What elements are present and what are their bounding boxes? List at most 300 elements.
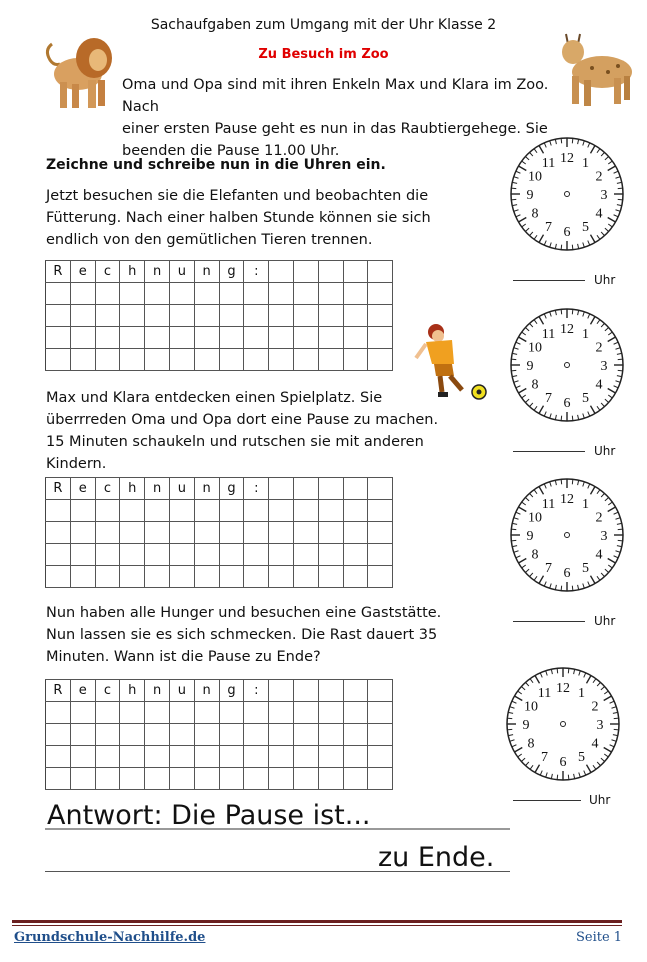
grid-cell[interactable]: R xyxy=(46,261,71,283)
grid-cell[interactable] xyxy=(318,544,343,566)
grid-cell[interactable] xyxy=(244,349,269,371)
grid-cell[interactable] xyxy=(70,544,95,566)
grid-cell[interactable] xyxy=(194,349,219,371)
grid-cell[interactable] xyxy=(70,327,95,349)
clock-number: 10 xyxy=(527,340,542,356)
grid-cell[interactable] xyxy=(269,349,294,371)
grid-cell[interactable]: e xyxy=(70,680,95,702)
grid-cell[interactable]: g xyxy=(219,261,244,283)
grid-cell[interactable] xyxy=(219,349,244,371)
clock-tick xyxy=(511,540,516,541)
soccer-player-icon xyxy=(412,318,492,403)
grid-cell[interactable] xyxy=(293,746,318,768)
grid-cell[interactable] xyxy=(145,566,170,588)
grid-cell[interactable] xyxy=(318,680,343,702)
grid-cell[interactable] xyxy=(145,702,170,724)
grid-cell[interactable] xyxy=(368,746,393,768)
calculation-grid-3[interactable] xyxy=(45,679,393,790)
grid-cell[interactable] xyxy=(269,724,294,746)
grid-cell[interactable] xyxy=(293,724,318,746)
worksheet-title: Sachaufgaben zum Umgang mit der Uhr Klasse 2 xyxy=(150,17,497,33)
grid-cell[interactable] xyxy=(120,768,145,790)
intro-line: Oma und Opa sind mit ihren Enkeln Max und Klara im Zoo. Nach xyxy=(122,77,549,115)
grid-cell[interactable] xyxy=(244,566,269,588)
clock-tick xyxy=(618,199,623,200)
grid-cell[interactable] xyxy=(293,261,318,283)
task-line: Minuten. Wann ist die Pause zu Ende? xyxy=(46,649,321,665)
grid-cell[interactable]: u xyxy=(169,478,194,500)
grid-cell[interactable] xyxy=(293,349,318,371)
grid-cell[interactable] xyxy=(318,327,343,349)
task-line: 15 Minuten schaukeln und rutschen sie mit anderen xyxy=(46,434,424,450)
grid-cell[interactable] xyxy=(70,768,95,790)
grid-cell[interactable] xyxy=(269,283,294,305)
task-line: überrreden Oma und Opa dort eine Pause zu machen. xyxy=(46,412,439,428)
grid-cell[interactable] xyxy=(194,768,219,790)
grid-cell[interactable] xyxy=(70,702,95,724)
grid-cell[interactable] xyxy=(318,283,343,305)
grid-cell[interactable] xyxy=(318,746,343,768)
grid-cell[interactable] xyxy=(269,522,294,544)
grid-cell[interactable] xyxy=(145,327,170,349)
grid-cell[interactable] xyxy=(194,724,219,746)
clock-number: 6 xyxy=(563,396,571,411)
grid-cell[interactable] xyxy=(343,349,368,371)
grid-cell[interactable] xyxy=(145,500,170,522)
task-1-text xyxy=(46,185,486,251)
grid-cell[interactable] xyxy=(120,500,145,522)
footer-site-link[interactable]: Grundschule-Nachhilfe.de xyxy=(14,930,206,945)
task-line: endlich von den gemütlichen Tieren trennen. xyxy=(46,232,373,248)
grid-cell[interactable] xyxy=(293,305,318,327)
clock-tick xyxy=(561,416,562,421)
clock-tick xyxy=(557,775,558,780)
grid-row xyxy=(46,500,393,522)
clock-number: 8 xyxy=(531,206,539,222)
grid-cell[interactable] xyxy=(343,478,368,500)
grid-cell[interactable] xyxy=(120,305,145,327)
clock-tick xyxy=(511,199,516,200)
grid-cell[interactable] xyxy=(219,500,244,522)
clock-number: 1 xyxy=(582,155,589,171)
grid-cell[interactable] xyxy=(293,544,318,566)
calculation-grid-2[interactable] xyxy=(45,477,393,588)
grid-cell[interactable] xyxy=(120,349,145,371)
clock-tick xyxy=(511,188,516,189)
grid-cell[interactable] xyxy=(145,349,170,371)
grid-cell[interactable]: h xyxy=(120,261,145,283)
grid-cell[interactable] xyxy=(145,746,170,768)
grid-cell[interactable] xyxy=(293,522,318,544)
grid-cell[interactable] xyxy=(194,283,219,305)
grid-cell[interactable] xyxy=(169,544,194,566)
grid-cell[interactable] xyxy=(244,702,269,724)
grid-cell[interactable]: R xyxy=(46,478,71,500)
clock-number: 9 xyxy=(522,718,530,733)
grid-cell[interactable] xyxy=(318,566,343,588)
grid-cell[interactable] xyxy=(169,724,194,746)
grid-cell[interactable] xyxy=(318,305,343,327)
grid-cell[interactable]: h xyxy=(120,478,145,500)
grid-cell[interactable] xyxy=(145,768,170,790)
grid-cell[interactable] xyxy=(343,500,368,522)
grid-cell[interactable] xyxy=(368,522,393,544)
grid-cell[interactable]: n xyxy=(194,478,219,500)
grid-cell[interactable] xyxy=(269,544,294,566)
grid-cell[interactable] xyxy=(269,327,294,349)
grid-cell[interactable] xyxy=(318,261,343,283)
clock-center xyxy=(565,363,570,368)
clock-number: 4 xyxy=(595,377,603,393)
clock-number: 9 xyxy=(526,188,534,203)
grid-cell[interactable] xyxy=(219,566,244,588)
grid-cell[interactable] xyxy=(219,522,244,544)
clock-number: 7 xyxy=(541,750,548,766)
grid-cell[interactable] xyxy=(269,680,294,702)
grid-cell[interactable] xyxy=(46,522,71,544)
grid-cell[interactable] xyxy=(169,305,194,327)
grid-cell[interactable] xyxy=(70,746,95,768)
clock-number: 3 xyxy=(600,529,608,544)
grid-cell[interactable]: g xyxy=(219,478,244,500)
grid-cell[interactable]: : xyxy=(244,680,269,702)
grid-cell[interactable] xyxy=(368,566,393,588)
grid-row xyxy=(46,680,393,702)
grid-cell[interactable] xyxy=(70,283,95,305)
clock-number: 10 xyxy=(527,510,542,526)
grid-cell[interactable] xyxy=(368,327,393,349)
grid-cell[interactable] xyxy=(244,768,269,790)
clock-number: 4 xyxy=(595,206,603,222)
clock-tick xyxy=(572,586,573,591)
grid-row xyxy=(46,566,393,588)
grid-cell[interactable] xyxy=(145,724,170,746)
grid-cell[interactable] xyxy=(169,500,194,522)
grid-row xyxy=(46,478,393,500)
uhr-label: Uhr xyxy=(589,793,611,807)
clock-tick xyxy=(618,370,623,371)
grid-cell[interactable] xyxy=(46,724,71,746)
grid-cell[interactable]: u xyxy=(169,680,194,702)
grid-cell[interactable] xyxy=(244,305,269,327)
grid-row xyxy=(46,283,393,305)
clock-tick xyxy=(511,359,516,360)
grid-cell[interactable]: h xyxy=(120,680,145,702)
grid-cell[interactable] xyxy=(95,500,120,522)
grid-cell[interactable] xyxy=(343,680,368,702)
task-3-text xyxy=(46,602,486,668)
grid-cell[interactable] xyxy=(318,768,343,790)
grid-cell[interactable]: n xyxy=(145,261,170,283)
clock-tick xyxy=(618,359,623,360)
grid-cell[interactable] xyxy=(343,566,368,588)
grid-cell[interactable] xyxy=(120,327,145,349)
grid-cell[interactable]: R xyxy=(46,680,71,702)
grid-cell[interactable] xyxy=(194,544,219,566)
grid-cell[interactable] xyxy=(95,522,120,544)
grid-cell[interactable] xyxy=(70,305,95,327)
grid-cell[interactable] xyxy=(46,500,71,522)
grid-row xyxy=(46,768,393,790)
grid-cell[interactable] xyxy=(293,327,318,349)
grid-cell[interactable]: e xyxy=(70,261,95,283)
task-line: Nun haben alle Hunger und besuchen eine Gaststätte. xyxy=(46,605,442,621)
grid-cell[interactable] xyxy=(194,327,219,349)
grid-cell[interactable] xyxy=(318,522,343,544)
clock-number: 4 xyxy=(595,547,603,563)
clock-3[interactable] xyxy=(508,476,626,594)
time-answer-line-4[interactable] xyxy=(513,800,581,801)
grid-cell[interactable] xyxy=(145,283,170,305)
clock-number: 11 xyxy=(541,496,556,512)
grid-cell[interactable] xyxy=(194,305,219,327)
grid-cell[interactable] xyxy=(169,349,194,371)
task-line: Jetzt besuchen sie die Elefanten und beobachten die xyxy=(46,188,429,204)
grid-cell[interactable] xyxy=(95,566,120,588)
grid-cell[interactable] xyxy=(219,702,244,724)
grid-cell[interactable] xyxy=(194,522,219,544)
grid-cell[interactable] xyxy=(343,261,368,283)
time-answer-line-3[interactable] xyxy=(513,621,585,622)
grid-cell[interactable]: n xyxy=(194,680,219,702)
clock-number: 4 xyxy=(591,736,599,752)
grid-cell[interactable] xyxy=(219,544,244,566)
footer-divider xyxy=(12,920,622,923)
clock-center xyxy=(561,722,566,727)
grid-cell[interactable] xyxy=(318,702,343,724)
grid-cell[interactable] xyxy=(145,522,170,544)
grid-cell[interactable] xyxy=(219,724,244,746)
clock-number: 6 xyxy=(563,225,571,240)
grid-row xyxy=(46,746,393,768)
grid-cell[interactable]: c xyxy=(95,680,120,702)
grid-cell[interactable] xyxy=(244,327,269,349)
grid-cell[interactable] xyxy=(293,500,318,522)
grid-cell[interactable] xyxy=(120,544,145,566)
grid-cell[interactable]: u xyxy=(169,261,194,283)
clock-number: 2 xyxy=(595,169,603,185)
grid-cell[interactable] xyxy=(368,680,393,702)
clock-number: 1 xyxy=(578,685,585,701)
grid-cell[interactable] xyxy=(95,327,120,349)
clock-number: 12 xyxy=(556,681,570,696)
grid-cell[interactable] xyxy=(219,305,244,327)
grid-cell[interactable] xyxy=(95,724,120,746)
grid-cell[interactable] xyxy=(46,327,71,349)
grid-cell[interactable] xyxy=(343,544,368,566)
grid-cell[interactable] xyxy=(318,500,343,522)
clock-tick xyxy=(557,668,558,673)
grid-cell[interactable] xyxy=(120,724,145,746)
grid-cell[interactable] xyxy=(368,544,393,566)
grid-cell[interactable] xyxy=(95,768,120,790)
grid-cell[interactable] xyxy=(194,500,219,522)
clock-number: 8 xyxy=(527,736,535,752)
grid-row xyxy=(46,327,393,349)
clock-number: 8 xyxy=(531,547,539,563)
grid-cell[interactable]: n xyxy=(145,478,170,500)
grid-cell[interactable] xyxy=(244,500,269,522)
grid-cell[interactable] xyxy=(343,768,368,790)
grid-cell[interactable] xyxy=(368,261,393,283)
grid-cell[interactable] xyxy=(318,478,343,500)
grid-cell[interactable] xyxy=(120,566,145,588)
grid-cell[interactable] xyxy=(293,680,318,702)
grid-cell[interactable] xyxy=(194,702,219,724)
page-number: Seite 1 xyxy=(576,930,623,945)
clock-tick xyxy=(511,529,516,530)
grid-cell[interactable] xyxy=(169,702,194,724)
grid-cell[interactable] xyxy=(269,566,294,588)
grid-cell[interactable]: e xyxy=(70,478,95,500)
grid-cell[interactable] xyxy=(293,566,318,588)
grid-cell[interactable] xyxy=(46,283,71,305)
grid-cell[interactable] xyxy=(293,478,318,500)
grid-cell[interactable] xyxy=(343,327,368,349)
grid-cell[interactable] xyxy=(169,283,194,305)
clock-number: 7 xyxy=(545,220,552,236)
grid-cell[interactable] xyxy=(120,746,145,768)
grid-cell[interactable]: : xyxy=(244,478,269,500)
grid-cell[interactable] xyxy=(368,702,393,724)
grid-cell[interactable] xyxy=(343,305,368,327)
grid-cell[interactable] xyxy=(368,283,393,305)
clock-number: 10 xyxy=(527,169,542,185)
grid-cell[interactable] xyxy=(70,349,95,371)
grid-cell[interactable] xyxy=(169,327,194,349)
grid-cell[interactable] xyxy=(219,746,244,768)
answer-line-1[interactable] xyxy=(45,828,510,830)
calculation-grid-1[interactable] xyxy=(45,260,393,371)
clock-4[interactable] xyxy=(504,665,622,783)
grid-cell[interactable] xyxy=(70,522,95,544)
grid-cell[interactable] xyxy=(293,768,318,790)
clock-number: 2 xyxy=(595,340,603,356)
clock-2[interactable] xyxy=(508,306,626,424)
grid-cell[interactable] xyxy=(46,768,71,790)
grid-cell[interactable] xyxy=(95,702,120,724)
grid-cell[interactable] xyxy=(169,522,194,544)
grid-cell[interactable] xyxy=(46,566,71,588)
clock-1[interactable] xyxy=(508,135,626,253)
clock-number: 11 xyxy=(537,685,552,701)
grid-cell[interactable]: : xyxy=(244,261,269,283)
grid-cell[interactable] xyxy=(95,746,120,768)
grid-cell[interactable] xyxy=(269,746,294,768)
grid-cell[interactable] xyxy=(46,305,71,327)
grid-cell[interactable] xyxy=(95,544,120,566)
grid-cell[interactable] xyxy=(368,349,393,371)
grid-row xyxy=(46,724,393,746)
time-answer-line-1[interactable] xyxy=(513,280,585,281)
grid-cell[interactable] xyxy=(368,724,393,746)
clock-tick xyxy=(561,586,562,591)
grid-cell[interactable] xyxy=(269,702,294,724)
grid-cell[interactable] xyxy=(169,768,194,790)
grid-cell[interactable] xyxy=(269,478,294,500)
grid-cell[interactable] xyxy=(145,544,170,566)
grid-cell[interactable] xyxy=(244,746,269,768)
grid-cell[interactable]: n xyxy=(194,261,219,283)
time-answer-line-2[interactable] xyxy=(513,451,585,452)
grid-cell[interactable] xyxy=(169,566,194,588)
grid-cell[interactable] xyxy=(318,724,343,746)
task-line: Fütterung. Nach einer halben Stunde können sie sich xyxy=(46,210,431,226)
grid-cell[interactable] xyxy=(95,283,120,305)
grid-cell[interactable] xyxy=(120,702,145,724)
intro-line: einer ersten Pause geht es nun in das Raubtiergehege. Sie xyxy=(122,121,548,137)
grid-cell[interactable] xyxy=(368,305,393,327)
grid-cell[interactable] xyxy=(194,746,219,768)
grid-cell[interactable] xyxy=(95,349,120,371)
grid-cell[interactable] xyxy=(343,283,368,305)
clock-tick xyxy=(568,668,569,673)
grid-cell[interactable] xyxy=(244,724,269,746)
grid-cell[interactable] xyxy=(46,746,71,768)
task-line: Nun lassen sie es sich schmecken. Die Rast dauert 35 xyxy=(46,627,438,643)
footer-divider-thin xyxy=(12,925,622,926)
grid-cell[interactable] xyxy=(169,746,194,768)
grid-cell[interactable]: g xyxy=(219,680,244,702)
grid-cell[interactable] xyxy=(368,478,393,500)
grid-cell[interactable] xyxy=(120,522,145,544)
grid-cell[interactable] xyxy=(145,305,170,327)
grid-row xyxy=(46,544,393,566)
answer-line-2[interactable] xyxy=(45,871,510,872)
clock-tick xyxy=(561,479,562,484)
grid-cell[interactable]: n xyxy=(145,680,170,702)
grid-cell[interactable] xyxy=(244,522,269,544)
grid-cell[interactable]: c xyxy=(95,478,120,500)
grid-cell[interactable] xyxy=(70,566,95,588)
answer-end: zu Ende. xyxy=(378,842,495,873)
grid-cell[interactable] xyxy=(70,724,95,746)
grid-cell[interactable]: c xyxy=(95,261,120,283)
grid-cell[interactable] xyxy=(343,702,368,724)
grid-cell[interactable] xyxy=(219,283,244,305)
grid-cell[interactable] xyxy=(46,349,71,371)
grid-cell[interactable] xyxy=(269,305,294,327)
grid-cell[interactable] xyxy=(95,305,120,327)
clock-tick xyxy=(572,416,573,421)
clock-number: 2 xyxy=(591,699,599,715)
grid-cell[interactable] xyxy=(46,544,71,566)
grid-cell[interactable] xyxy=(293,702,318,724)
lion-icon xyxy=(38,30,118,112)
grid-cell[interactable] xyxy=(244,283,269,305)
grid-cell[interactable] xyxy=(269,500,294,522)
uhr-label: Uhr xyxy=(594,273,616,287)
grid-cell[interactable] xyxy=(318,349,343,371)
clock-number: 7 xyxy=(545,391,552,407)
clock-tick xyxy=(572,309,573,314)
grid-cell[interactable] xyxy=(219,327,244,349)
grid-cell[interactable] xyxy=(368,768,393,790)
grid-cell[interactable] xyxy=(194,566,219,588)
grid-cell[interactable] xyxy=(269,768,294,790)
grid-cell[interactable] xyxy=(70,500,95,522)
grid-cell[interactable] xyxy=(368,500,393,522)
grid-cell[interactable] xyxy=(343,724,368,746)
grid-cell[interactable] xyxy=(269,261,294,283)
grid-cell[interactable] xyxy=(343,746,368,768)
grid-cell[interactable] xyxy=(244,544,269,566)
grid-cell[interactable] xyxy=(343,522,368,544)
grid-cell[interactable] xyxy=(46,702,71,724)
grid-cell[interactable] xyxy=(219,768,244,790)
grid-cell[interactable] xyxy=(293,283,318,305)
grid-cell[interactable] xyxy=(120,283,145,305)
